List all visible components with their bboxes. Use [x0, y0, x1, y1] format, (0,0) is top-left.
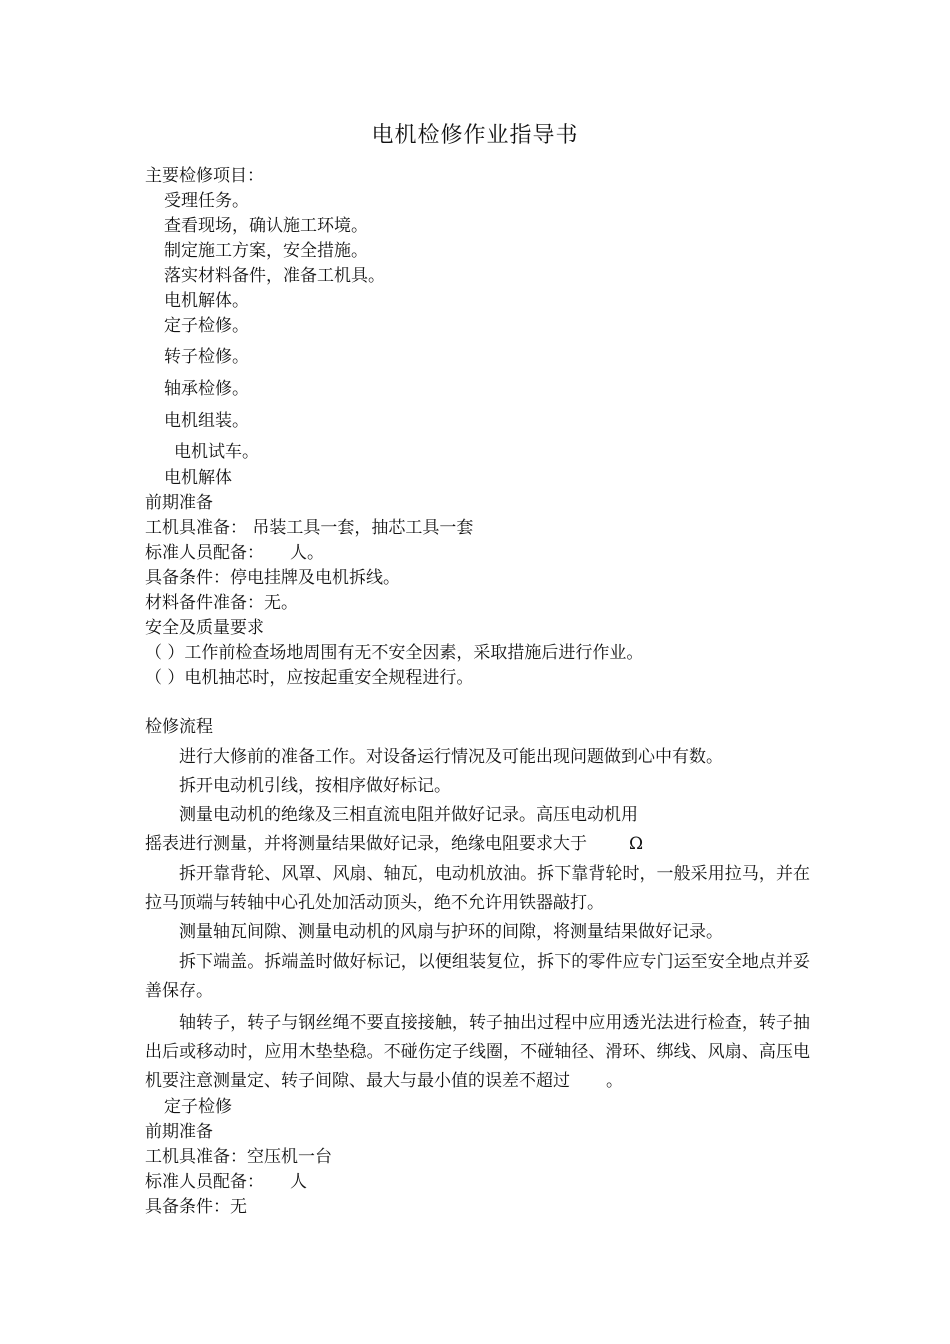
conditions-line: 具备条件：无 — [145, 1197, 247, 1217]
safety-item: （ ）电机抽芯时，应按起重安全规程进行。 — [145, 668, 474, 688]
subsection-heading: 安全及质量要求 — [145, 618, 264, 638]
materials-line: 材料备件准备：无。 — [145, 593, 298, 613]
subsection-heading: 前期准备 — [145, 493, 213, 513]
main-items-heading: 主要检修项目： — [145, 166, 264, 186]
list-item: 定子检修。 — [164, 316, 249, 336]
process-step-text: 轴转子，转子与钢丝绳不要直接接触，转子抽出过程中应用透光法进行检查，转子抽出后或移动时，应用木垫垫稳。不碰伤定子线圈，不碰轴径、滑环、绑线、风扇、高压电机要注意测量定、转子间隙、最大与最小值的误差不超过 — [145, 1013, 810, 1091]
section-heading: 电机解体 — [164, 468, 232, 488]
staff-label: 标准人员配备： — [145, 543, 264, 563]
document-title: 电机检修作业指导书 — [371, 123, 579, 148]
process-step: 测量轴瓦间隙、测量电动机的风扇与护环的间隙，将测量结果做好记录。 — [179, 922, 723, 942]
process-step: 测量电动机的绝缘及三相直流电阻并做好记录。高压电动机用 — [179, 805, 638, 825]
list-item: 受理任务。 — [164, 191, 249, 211]
list-item: 电机解体。 — [164, 291, 249, 311]
staff-label: 标准人员配备： — [145, 1172, 264, 1192]
list-item: 电机试车。 — [174, 442, 259, 462]
list-item: 查看现场，确认施工环境。 — [164, 216, 368, 236]
subsection-heading: 前期准备 — [145, 1122, 213, 1142]
safety-item: （ ）工作前检查场地周围有无不安全因素，采取措施后进行作业。 — [145, 643, 644, 663]
staff-value: 人 — [290, 1172, 307, 1192]
process-step-end: 。 — [606, 1071, 623, 1091]
list-item: 轴承检修。 — [164, 379, 249, 399]
staff-line — [145, 1171, 307, 1193]
staff-line — [145, 542, 324, 564]
process-step: 拆开电动机引线，按相序做好标记。 — [179, 776, 451, 796]
process-step-text: 摇表进行测量，并将测量结果做好记录，绝缘电阻要求大于 — [145, 834, 587, 854]
process-step: 拆下端盖。拆端盖时做好标记，以便组装复位，拆下的零件应专门运至安全地点并妥善保存。 — [145, 952, 810, 1001]
process-step: 进行大修前的准备工作。对设备运行情况及可能出现问题做到心中有数。 — [179, 747, 723, 767]
subsection-heading: 检修流程 — [145, 717, 213, 737]
list-item: 制定施工方案，安全措施。 — [164, 241, 368, 261]
conditions-line: 具备条件：停电挂牌及电机拆线。 — [145, 568, 400, 588]
process-step: 拆开靠背轮、风罩、风扇、轴瓦，电动机放油。拆下靠背轮时，一般采用拉马，并在拉马顶端与转轴中心孔处加活动顶头，绝不允许用铁器敲打。 — [145, 864, 810, 913]
list-item: 电机组装。 — [164, 411, 249, 431]
tools-line: 工机具准备： 吊装工具一套，抽芯工具一套 — [145, 518, 474, 538]
tools-line: 工机具准备：空压机一台 — [145, 1147, 332, 1167]
list-item: 落实材料备件，准备工机具。 — [164, 266, 385, 286]
list-item: 转子检修。 — [164, 347, 249, 367]
process-step — [145, 833, 810, 855]
process-step — [145, 1009, 810, 1096]
ohm-symbol: Ω — [629, 834, 644, 854]
section-heading: 定子检修 — [164, 1097, 232, 1117]
staff-value: 人。 — [290, 543, 324, 563]
